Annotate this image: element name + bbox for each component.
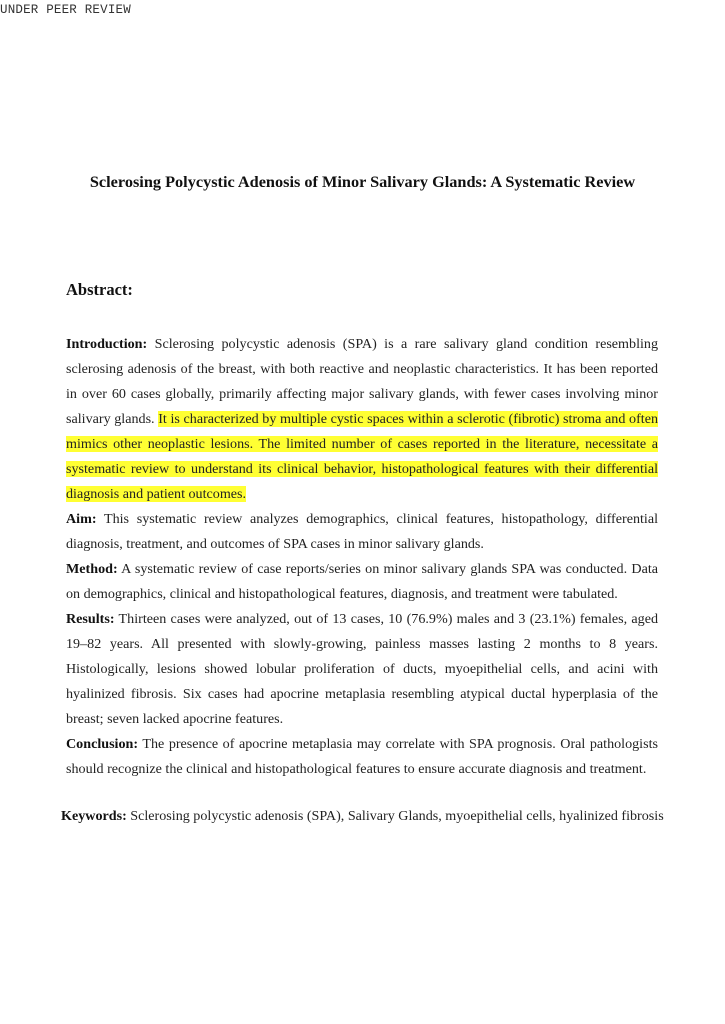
method-text: A systematic review of case reports/series on minor salivary glands SPA was conducted. Data on demographics, clinical and histopathological features, diagnosis, and treatment were tabulated. — [66, 561, 658, 602]
aim-label: Aim: — [66, 511, 97, 527]
results-text: Thirteen cases were analyzed, out of 13 cases, 10 (76.9%) males and 3 (23.1%) females, aged 19–82 years. All presented with slowly-growing, painless masses lasting 2 months to 8 years. Histologically, lesions showed lobular proliferation of ducts, myoepithelial cells, and acini with hyalinized fibrosis. Six cases had apocrine metaplasia resembling atypical ductal hyperplasia of the breast; seven lacked apocrine features. — [66, 611, 658, 727]
introduction-label: Introduction: — [66, 336, 148, 352]
abstract-body — [66, 332, 658, 782]
conclusion-label: Conclusion: — [66, 736, 139, 752]
keywords-text: Sclerosing polycystic adenosis (SPA), Salivary Glands, myoepithelial cells, hyalinized fibrosis — [126, 808, 664, 824]
keywords-label: Keywords: — [61, 808, 127, 824]
introduction-paragraph — [66, 332, 658, 507]
conclusion-text: The presence of apocrine metaplasia may correlate with SPA prognosis. Oral pathologists should recognize the clinical and histopathological features to ensure accurate diagnosis and treatment. — [66, 736, 658, 777]
introduction-text: Sclerosing polycystic adenosis (SPA) is a rare salivary gland condition resembling sclerosing adenosis of the breast, with both reactive and neoplastic characteristics. It has been reported in over 60 cases globally, primarily affecting major salivary glands, with fewer cases involving minor salivary glands. — [66, 336, 658, 427]
results-label: Results: — [66, 611, 115, 627]
method-label: Method: — [66, 561, 118, 577]
highlighted-text: It is characterized by multiple cystic spaces within a sclerotic (fibrotic) stroma and often mimics other neoplastic lesions. The limited number of cases reported in the literature, necessitate a systematic review to understand its clinical behavior, histopathological features with their differential diagnosis and patient outcomes. — [66, 411, 658, 502]
method-paragraph — [66, 557, 658, 607]
abstract-heading: Abstract: — [66, 280, 133, 299]
conclusion-paragraph — [66, 732, 658, 782]
paper-title: Sclerosing Polycystic Adenosis of Minor Salivary Glands: A Systematic Review — [89, 172, 636, 191]
results-paragraph — [66, 607, 658, 732]
aim-text: This systematic review analyzes demographics, clinical features, histopathology, differential diagnosis, treatment, and outcomes of SPA cases in minor salivary glands. — [66, 511, 658, 552]
keywords-line — [61, 808, 711, 825]
peer-review-watermark: UNDER PEER REVIEW — [0, 3, 131, 17]
aim-paragraph — [66, 507, 658, 557]
